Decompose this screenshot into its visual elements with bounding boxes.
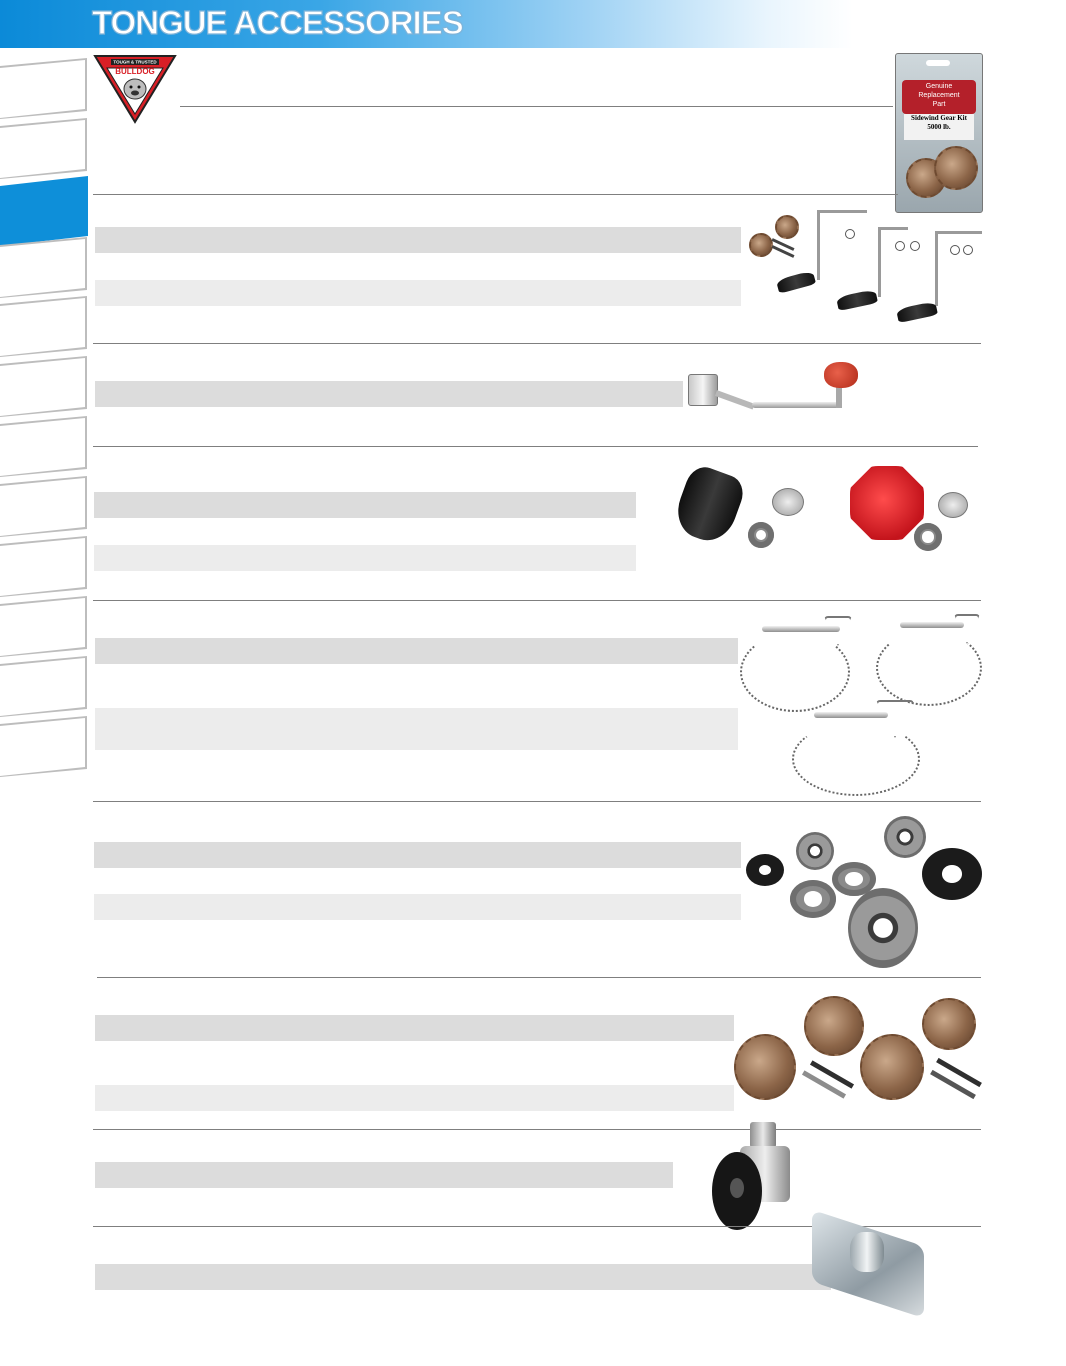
package-rating: 5000 lb. bbox=[927, 123, 951, 131]
section-rule-1 bbox=[93, 194, 898, 195]
jack-foot-plate-icon bbox=[808, 1214, 930, 1314]
spec-row-5a bbox=[94, 842, 741, 868]
logo-brand-text: BULLDOG bbox=[115, 67, 155, 76]
bevel-gear-icon bbox=[734, 1034, 796, 1100]
black-washer-icon bbox=[746, 854, 784, 886]
roll-pin-icon bbox=[936, 1058, 982, 1087]
spec-row-2a bbox=[95, 381, 683, 407]
gear-kit-package-icon bbox=[895, 53, 983, 213]
section-rule-3 bbox=[93, 446, 978, 447]
roll-pin-icon bbox=[930, 1070, 976, 1099]
spec-row-4b bbox=[95, 708, 738, 750]
crank-handle-kit-icon bbox=[745, 205, 985, 335]
spec-row-7a bbox=[95, 1162, 673, 1188]
washer-icon bbox=[914, 523, 942, 551]
spec-row-5b bbox=[94, 894, 741, 920]
top-rule bbox=[180, 106, 893, 107]
spec-row-6b bbox=[95, 1085, 734, 1111]
caster-wheel-icon bbox=[710, 1120, 805, 1232]
bearing-large-icon bbox=[848, 888, 918, 968]
cap-icon bbox=[772, 488, 804, 516]
spec-row-3a bbox=[94, 492, 636, 518]
washer-icon bbox=[790, 880, 836, 918]
package-title: Sidewind Gear Kit bbox=[911, 114, 967, 122]
spec-row-4a bbox=[95, 638, 738, 664]
hitch-pin-chain-icon bbox=[740, 612, 985, 797]
section-rule-4 bbox=[93, 600, 981, 601]
package-line1: Genuine bbox=[925, 83, 953, 90]
bearing-icon bbox=[796, 832, 834, 870]
bevel-gear-icon bbox=[804, 996, 864, 1056]
spec-row-1a bbox=[95, 227, 741, 253]
side-tab-active[interactable] bbox=[0, 176, 88, 246]
sidewind-handle-icon bbox=[686, 358, 886, 428]
package-line2: Replacement bbox=[918, 92, 960, 99]
bearing-icon bbox=[884, 816, 926, 858]
spec-row-8a bbox=[95, 1264, 831, 1290]
red-knob-large-icon bbox=[850, 466, 924, 540]
black-washer-icon bbox=[922, 848, 982, 900]
package-line3: Part bbox=[932, 101, 946, 108]
washer-icon bbox=[748, 522, 774, 548]
red-knob-icon bbox=[824, 362, 858, 388]
cap-icon bbox=[938, 492, 968, 518]
bevel-gear-icon bbox=[860, 1034, 924, 1100]
page-title: TONGUE ACCESSORIES bbox=[92, 4, 463, 41]
section-rule-2 bbox=[93, 343, 981, 344]
black-knob-icon bbox=[670, 462, 748, 548]
section-rule-5 bbox=[93, 801, 981, 802]
bevel-gear-icon bbox=[922, 998, 976, 1050]
spec-row-3b bbox=[94, 545, 636, 571]
spec-row-6a bbox=[95, 1015, 734, 1041]
bulldog-logo bbox=[93, 54, 177, 124]
section-rule-7 bbox=[93, 1129, 981, 1130]
spec-row-1b bbox=[95, 280, 741, 306]
roll-pin-icon bbox=[802, 1070, 846, 1098]
roll-pin-icon bbox=[810, 1060, 854, 1088]
section-rule-6 bbox=[97, 977, 981, 978]
logo-top-text: TOUGH & TRUSTED bbox=[113, 59, 157, 65]
bulldog-face-icon bbox=[124, 79, 146, 99]
